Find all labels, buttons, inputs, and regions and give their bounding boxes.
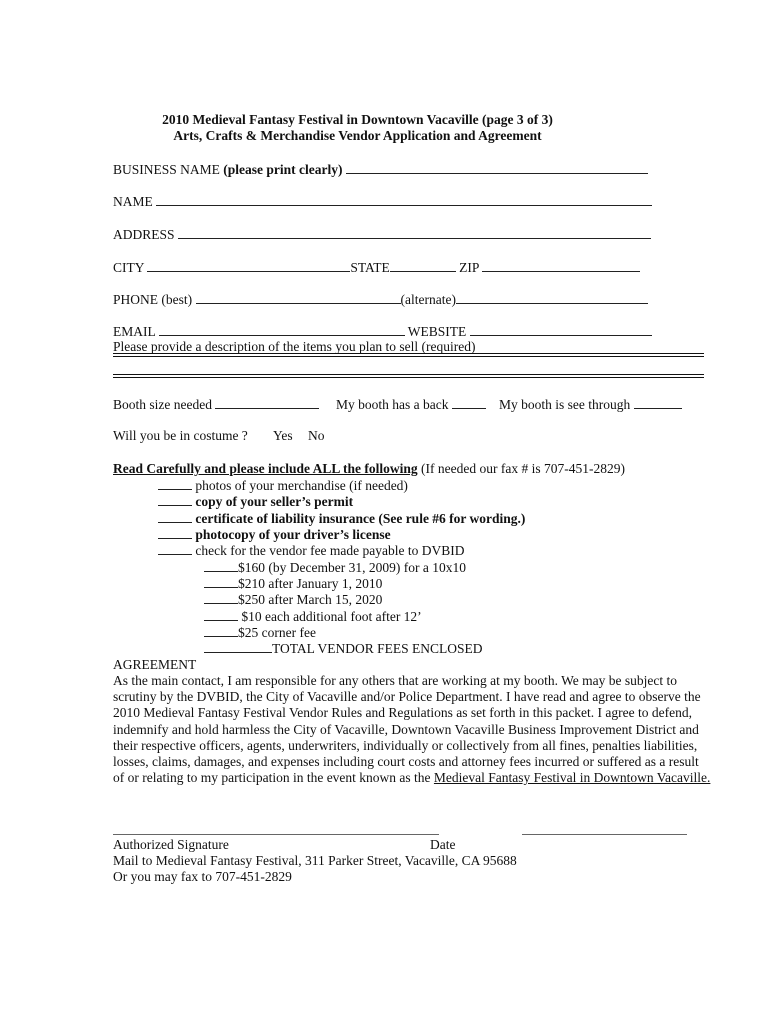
city-field[interactable] [147, 259, 350, 272]
name-label: NAME [113, 194, 153, 209]
phone-row [113, 291, 648, 308]
fax-instructions: Or you may fax to 707-451-2829 [113, 869, 292, 884]
fee-blank[interactable] [204, 624, 238, 637]
business-name-row [113, 161, 648, 178]
booth-size-field[interactable] [215, 396, 319, 409]
form-title-line-1: 2010 Medieval Fantasy Festival in Downtown Vacaville (page 3 of 3) [162, 112, 553, 127]
booth-back-label: My booth has a back [336, 397, 449, 412]
booth-see-through-group [499, 396, 682, 413]
fee-blank[interactable] [204, 559, 238, 572]
fee-option-label: $250 after March 15, 2020 [238, 592, 383, 607]
agreement-text: As the main contact, I am responsible for any others that are working at my booth. We may be subject to scrutiny by the DVBID, the City of Vacaville and/or Police Department. I have read and agree to observe the 2010 Medieval Fantasy Festival Vendor Rules and Regulations as set forth in this packet. I agree to defend, indemnify and hold harmless the City of Vacaville, Downtown Vacaville Business Improvement District and their respective officers, agents, underwriters, individually or collectively from all fines, penalties liabilities, losses, claims, damages, and expenses including court costs and attorney fees incurred or suffered as a result of or relating to my participation in the event known as the [113, 673, 701, 786]
state-label: STATE [350, 260, 390, 275]
checklist-item [158, 493, 353, 510]
checklist-blank[interactable] [158, 510, 192, 523]
name-field[interactable] [156, 193, 652, 206]
form-title-line-2: Arts, Crafts & Merchandise Vendor Application and Agreement [173, 128, 542, 143]
business-name-field[interactable] [346, 161, 648, 174]
agreement-heading: AGREEMENT [113, 657, 197, 672]
checklist-item [158, 542, 465, 559]
checklist-item-label: photos of your merchandise (if needed) [195, 478, 408, 493]
business-name-note: (please print clearly) [223, 162, 343, 177]
email-field[interactable] [159, 323, 405, 336]
total-fees-label: TOTAL VENDOR FEES ENCLOSED [272, 641, 483, 656]
authorized-signature-label: Authorized Signature [113, 837, 229, 852]
booth-back-field[interactable] [452, 396, 486, 409]
description-line-2[interactable] [113, 374, 704, 378]
fax-note: (If needed our fax # is 707-451-2829) [421, 461, 625, 476]
fee-blank[interactable] [204, 608, 238, 621]
checklist-item-label: check for the vendor fee made payable to DVBID [195, 543, 465, 558]
description-line-1[interactable] [113, 353, 704, 357]
checklist-blank[interactable] [158, 526, 192, 539]
phone-label: PHONE (best) [113, 292, 193, 307]
email-website-row [113, 323, 652, 340]
checklist-item-label: copy of your seller’s permit [195, 494, 354, 509]
booth-see-through-label: My booth is see through [499, 397, 631, 412]
checklist-heading: Read Carefully and please include ALL the following [113, 461, 418, 476]
checklist-blank[interactable] [158, 493, 192, 506]
checklist-blank[interactable] [158, 542, 192, 555]
booth-see-through-field[interactable] [634, 396, 682, 409]
booth-size-label: Booth size needed [113, 397, 212, 412]
date-line[interactable] [522, 834, 687, 835]
fee-option [204, 608, 422, 625]
fee-option-label: $10 each additional foot after 12’ [238, 609, 422, 624]
costume-yes-option[interactable]: Yes [273, 428, 293, 443]
checklist-item-label: certificate of liability insurance (See rule #6 for wording.) [195, 511, 526, 526]
agreement-event-name: Medieval Fantasy Festival in Downtown Vacaville. [433, 770, 711, 786]
fee-blank[interactable] [204, 591, 238, 604]
name-row [113, 193, 652, 210]
address-row [113, 226, 651, 243]
fee-option-label: $210 after January 1, 2010 [238, 576, 383, 591]
state-field[interactable] [390, 259, 456, 272]
mail-instructions: Mail to Medieval Fantasy Festival, 311 Parker Street, Vacaville, CA 95688 [113, 853, 517, 868]
website-label: WEBSITE [407, 324, 467, 339]
costume-no-option[interactable]: No [308, 428, 325, 443]
email-label: EMAIL [113, 324, 156, 339]
checklist-item [158, 526, 391, 543]
total-fees-row [204, 640, 483, 657]
phone-field[interactable] [196, 291, 401, 304]
checklist-item [158, 477, 408, 494]
fee-option [204, 575, 382, 592]
website-field[interactable] [470, 323, 652, 336]
date-label: Date [430, 837, 456, 852]
city-label: CITY [113, 260, 144, 275]
checklist-blank[interactable] [158, 477, 192, 490]
signature-line[interactable] [113, 834, 439, 835]
zip-field[interactable] [482, 259, 640, 272]
address-field[interactable] [178, 226, 651, 239]
booth-back-group [336, 396, 486, 413]
fee-option-label: $25 corner fee [238, 625, 316, 640]
fee-option-label: $160 (by December 31, 2009) for a 10x10 [238, 560, 466, 575]
business-name-label: BUSINESS NAME [113, 162, 220, 177]
checklist-heading-row [113, 461, 625, 477]
checklist-item-label: photocopy of your driver’s license [195, 527, 391, 542]
alternate-phone-label: (alternate) [400, 292, 456, 307]
fee-option [204, 559, 466, 576]
fee-option [204, 624, 316, 641]
fee-blank[interactable] [204, 575, 238, 588]
booth-row [113, 396, 319, 413]
checklist-item [158, 510, 525, 527]
costume-question: Will you be in costume ? [113, 428, 248, 443]
alternate-phone-field[interactable] [456, 291, 648, 304]
total-fees-field[interactable] [204, 640, 272, 653]
description-prompt: Please provide a description of the items you plan to sell (required) [113, 339, 476, 354]
agreement-body [113, 673, 713, 786]
city-state-zip-row [113, 259, 640, 276]
zip-label: ZIP [459, 260, 479, 275]
fee-option [204, 591, 382, 608]
address-label: ADDRESS [113, 227, 175, 242]
